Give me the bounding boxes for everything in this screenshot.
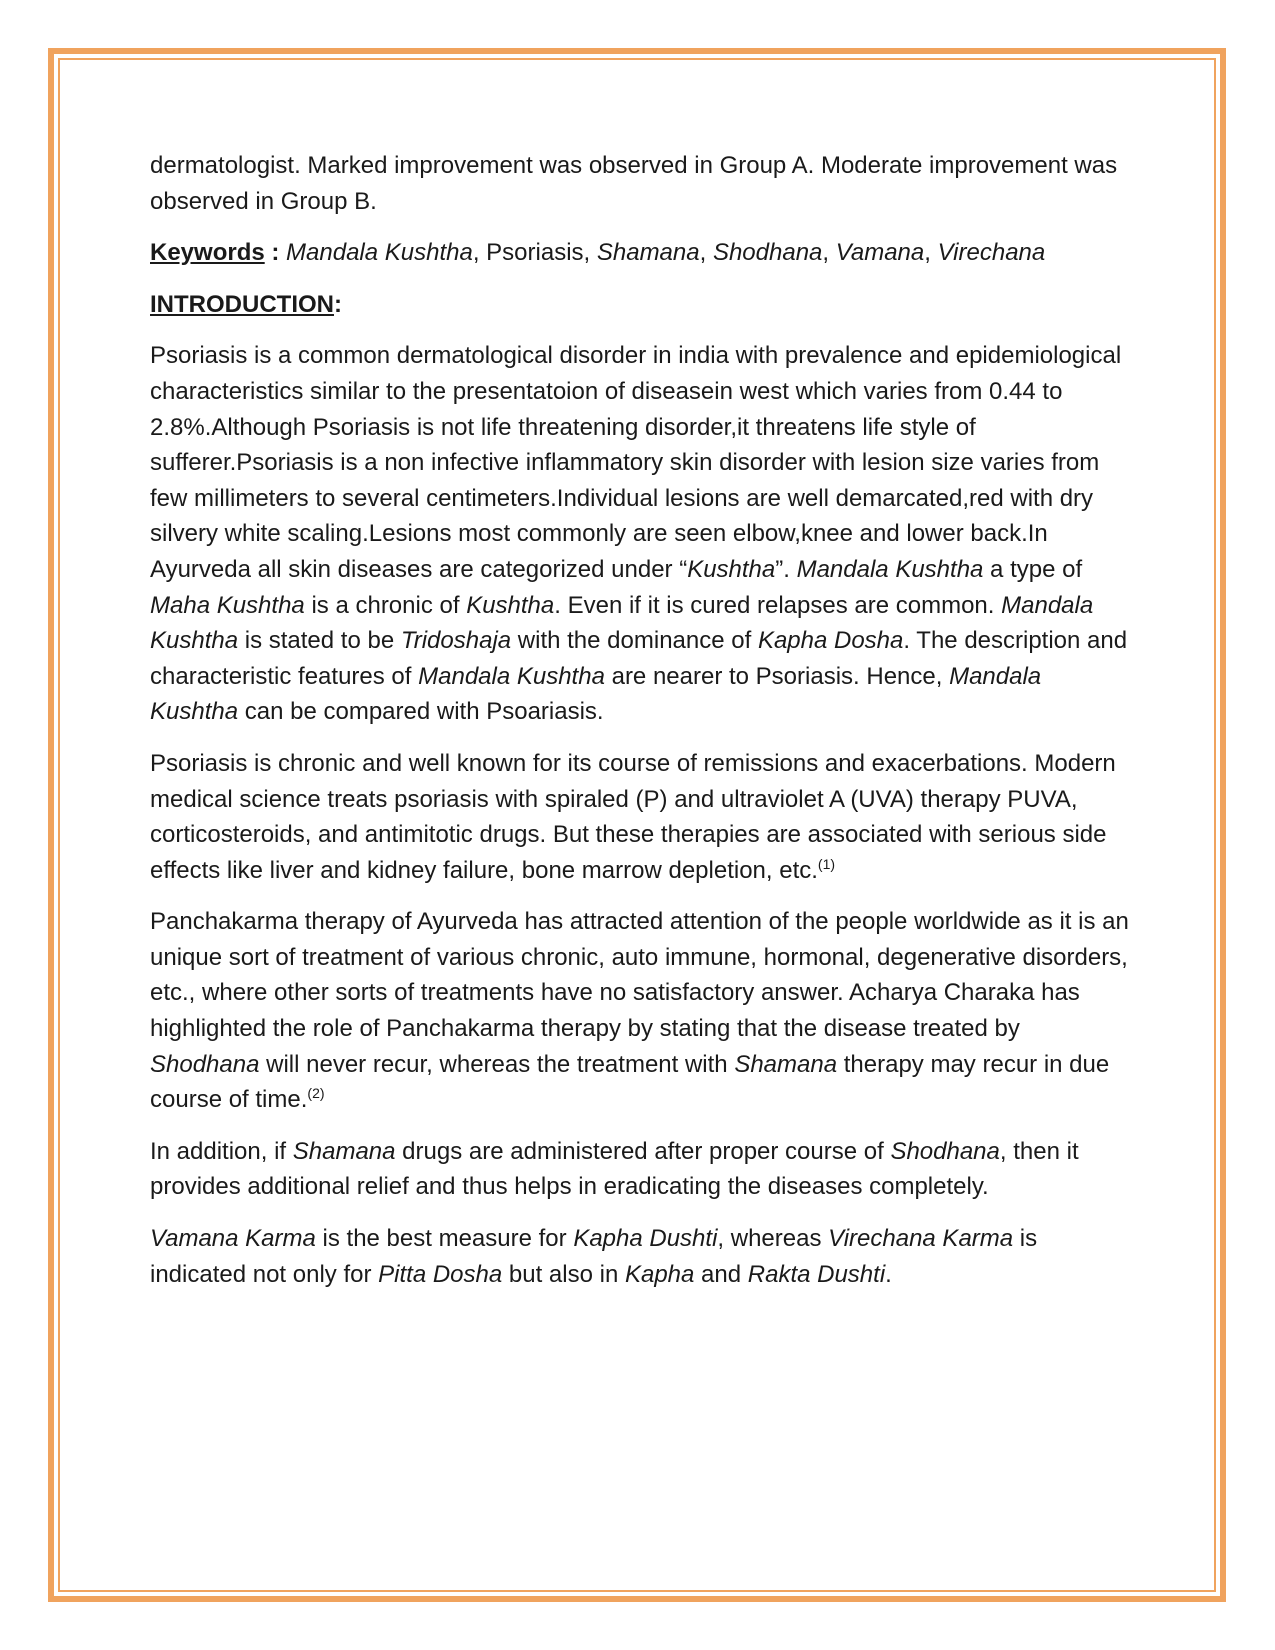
keyword-2: Shamana bbox=[596, 239, 700, 267]
paragraph-2 bbox=[150, 746, 1130, 888]
keyword-sep: , Psoriasis, bbox=[472, 239, 597, 267]
p1-italic: Kushtha bbox=[466, 591, 555, 619]
keyword-sep: , bbox=[822, 239, 836, 267]
p1-text: can be compared with Psoariasis. bbox=[238, 698, 604, 726]
introduction-heading: INTRODUCTION bbox=[150, 290, 334, 318]
keyword-sep: , bbox=[924, 239, 938, 267]
p1-text: Psoriasis is a common dermatological disorder in india with prevalence and epidemiological characteristics similar to the presentatoion of diseasein west which varies from 0.44 to 2.8%.Although Psoriasis is not life threatening disorder,it threatens life style of sufferer.Psoriasis is a non infective inflammatory skin disorder with lesion size varies from few millimeters to several centimeters.Individual lesions are well demarcated,red with dry silvery white scaling.Lesions most commonly are seen elbow,knee and lower back.In Ayurveda all skin diseases are categorized under “ bbox=[150, 342, 1122, 583]
abstract-tail-text: dermatologist. Marked improvement was observed in Group A. Moderate improvement was observed in Group B. bbox=[150, 152, 1118, 215]
p2-text: Psoriasis is chronic and well known for its course of remissions and exacerbations. Modern medical science treats psoriasis with spiraled (P) and ultraviolet A (UVA) therapy PUVA, corticosteroids, and antimitotic drugs. But these therapies are associated with serious side effects like liver and kidney failure, bone marrow depletion, etc. bbox=[150, 749, 1116, 884]
p5-text: , whereas bbox=[717, 1225, 829, 1253]
p4-text: , then it provides additional relief and thus helps in eradicating the diseases completely. bbox=[150, 1137, 1079, 1201]
p1-italic: Mandala Kushtha bbox=[796, 555, 984, 583]
p1-text: a type of bbox=[983, 555, 1083, 583]
p3-text: will never recur, whereas the treatment with bbox=[259, 1050, 735, 1078]
keyword-1: Mandala Kushtha bbox=[286, 239, 473, 267]
p1-text: is a chronic of bbox=[304, 591, 467, 619]
paragraph-3 bbox=[150, 904, 1130, 1118]
p1-italic: Mandala Kushtha bbox=[150, 662, 1042, 726]
p1-text: is stated to be bbox=[238, 627, 401, 655]
p5-text: is indicated not only for bbox=[150, 1225, 1038, 1288]
p4-italic: Shamana bbox=[292, 1137, 396, 1165]
p1-text: are nearer to Psoriasis. Hence, bbox=[604, 662, 950, 690]
p3-italic: Shamana bbox=[734, 1050, 838, 1078]
paragraph-4 bbox=[150, 1134, 1130, 1205]
p3-text: Panchakarma therapy of Ayurveda has attracted attention of the people worldwide as it is an unique sort of treatment of various chronic, auto immune, hormonal, degenerative disorders, etc., where other sorts of treatments have no satisfactory answer. Acharya Charaka has highlighted the role of Panchakarma therapy by stating that the disease treated by bbox=[150, 908, 1129, 1043]
p3-italic: Shodhana bbox=[150, 1050, 260, 1078]
keywords-colon: : bbox=[264, 239, 287, 267]
p1-text: with the dominance of bbox=[511, 627, 758, 655]
citation-ref: (2) bbox=[307, 1085, 325, 1102]
keyword-sep: , bbox=[699, 239, 713, 267]
citation-ref: (1) bbox=[817, 855, 836, 872]
p1-italic: Kushtha bbox=[687, 555, 776, 583]
p5-italic: Vamana Karma bbox=[150, 1225, 316, 1253]
keywords-label: Keywords bbox=[150, 239, 265, 267]
paragraph-5 bbox=[150, 1221, 1130, 1292]
p5-italic: Rakta Dushti bbox=[747, 1260, 886, 1288]
keyword-5: Virechana bbox=[937, 239, 1046, 267]
keyword-4: Vamana bbox=[835, 239, 925, 267]
abstract-tail bbox=[150, 148, 1130, 219]
p4-text: In addition, if bbox=[150, 1137, 293, 1165]
section-heading bbox=[150, 287, 1130, 323]
p1-text: . The description and characteristic features of bbox=[150, 627, 1128, 690]
p3-text: therapy may recur in due course of time. bbox=[150, 1050, 1110, 1114]
p4-italic: Shodhana bbox=[890, 1137, 1000, 1165]
p5-text: but also in bbox=[502, 1260, 625, 1288]
keyword-3: Shodhana bbox=[712, 239, 823, 267]
p1-text: ”. bbox=[775, 555, 797, 583]
p1-italic: Maha Kushtha bbox=[150, 591, 305, 619]
p1-italic: Tridoshaja bbox=[400, 627, 512, 655]
p4-text: drugs are administered after proper course of bbox=[395, 1137, 891, 1165]
p5-text: and bbox=[694, 1260, 748, 1288]
p5-italic: Kapha Dushti bbox=[573, 1225, 718, 1253]
page-content bbox=[150, 148, 1130, 1308]
p1-text: . Even if it is cured relapses are common. bbox=[554, 591, 1002, 619]
p5-text: . bbox=[885, 1260, 892, 1288]
paragraph-1 bbox=[150, 338, 1130, 730]
p1-italic: Mandala Kushtha bbox=[150, 591, 1094, 655]
keywords-line bbox=[150, 235, 1130, 271]
p1-italic: Kapha Dosha bbox=[757, 627, 904, 655]
p5-italic: Kapha bbox=[624, 1260, 695, 1288]
p1-italic: Mandala Kushtha bbox=[418, 662, 605, 690]
introduction-colon: : bbox=[333, 290, 342, 318]
p5-text: is the best measure for bbox=[315, 1225, 574, 1253]
p5-italic: Pitta Dosha bbox=[378, 1260, 503, 1288]
p5-italic: Virechana Karma bbox=[828, 1225, 1014, 1253]
